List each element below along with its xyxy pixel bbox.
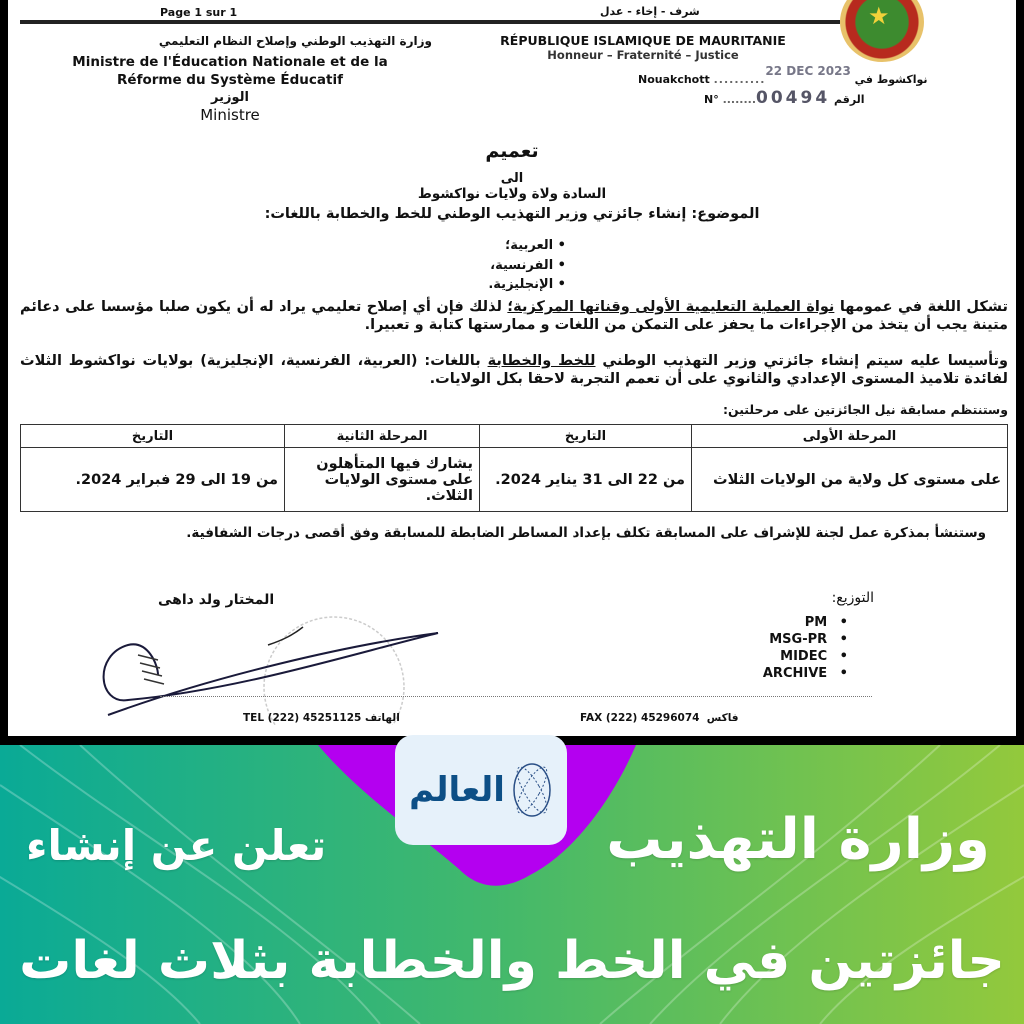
place-date-line: Nouakchott ..........22 DEC 2023 نواكشوط في	[638, 64, 928, 86]
recipient: السادة ولاة ولايات نواكشوط	[417, 186, 607, 202]
place-ar: نواكشوط في	[854, 73, 928, 86]
table-header-row	[21, 425, 1008, 448]
subject: الموضوع: إنشاء جائزتي وزير التهذيب الوطني للخط والخطابة باللغات:	[264, 206, 760, 222]
republic-title: RÉPUBLIQUE ISLAMIQUE DE MAURITANIE	[500, 33, 786, 48]
column-header: المرحلة الثانية	[285, 425, 480, 448]
distribution-list	[763, 614, 848, 682]
paragraph-2: وتأسيسا عليه سيتم إنشاء جائزتي وزير التهذيب الوطني للخط والخطابة باللغات: (العربية، الفرنسية، الإنجليزية) بولايات نواكشوط الثلاث لفائدة تلاميذ المستوى الإعدادي والثانوي على أن تعمم التجربة لاحقا بكل الولايات.	[20, 353, 1009, 387]
column-header: التاريخ	[480, 425, 692, 448]
number-line: N° ........00494 الرقم	[704, 88, 865, 108]
minister-fr: Ministre	[200, 106, 260, 124]
language-item: • الإنجليزية.	[488, 277, 566, 292]
ministry-ar: وزارة التهذيب الوطني وإصلاح النظام التعليمي	[158, 34, 432, 48]
stages-table	[20, 424, 1008, 512]
mauritania-emblem	[840, 0, 924, 62]
circular-document	[8, 0, 1016, 736]
signature-stamp	[98, 615, 458, 725]
table-cell: من 22 الى 31 يناير 2024.	[480, 448, 692, 512]
distribution-item: MIDEC •	[763, 648, 848, 665]
paragraph-1: تشكل اللغة في عمومها نواة العملية التعليمية الأولى وقناتها المركزية؛ لذلك فإن أي إصلاح تعليمي يراد له أن يكون صلبا مؤسسا على دعائم متينة يجب أن يتخذ من الإجراءات ما يحفز على التمكن من اللغات و ممارستها كتابة و تعبيرا.	[20, 299, 1008, 333]
distribution-item: PM •	[763, 614, 848, 631]
number-label-fr: N°	[704, 93, 719, 106]
column-header: المرحلة الأولى	[692, 425, 1008, 448]
reference-number: 00494	[756, 88, 831, 108]
table-row	[21, 448, 1008, 512]
motto-ar: شرف - إخاء - عدل	[600, 5, 700, 18]
table-cell: من 19 الى 29 فبراير 2024.	[21, 448, 285, 512]
table-cell: يشارك فيها المتأهلون على مستوى الولايات الثلاث.	[285, 448, 480, 512]
headline-line1-left: تعلن عن إنشاء	[26, 821, 327, 870]
ministry-fr-1: Ministre de l'Éducation Nationale et de la	[72, 54, 388, 70]
distribution-label: التوزيع:	[831, 590, 874, 606]
language-item: • العربية؛	[505, 238, 566, 253]
document-title: تعميم	[485, 140, 539, 162]
fax: FAX (222) 45296074 فاكس	[580, 712, 739, 724]
table-cell: على مستوى كل ولاية من الولايات الثلاث	[692, 448, 1008, 512]
to-label: الى	[500, 171, 524, 186]
motto-fr: Honneur – Fraternité – Justice	[547, 48, 739, 62]
distribution-item: MSG-PR •	[763, 631, 848, 648]
alalam-logo	[395, 735, 567, 845]
distribution-item: ARCHIVE •	[763, 665, 848, 682]
headline-line1-right: وزارة التهذيب	[606, 807, 990, 872]
paragraph-4: وستنشأ بمذكرة عمل لجنة للإشراف على المسابقة تكلف بإعداد المساطر الضابطة للمسابقة وفق أقصى درجات الشفافية.	[186, 525, 986, 541]
ministry-fr-2: Réforme du Système Éducatif	[117, 72, 343, 88]
star-icon: ★	[868, 2, 890, 30]
number-label-ar: الرقم	[834, 93, 865, 106]
signatory-name: المختار ولد داهى	[158, 592, 275, 608]
logo-text: العالم	[409, 770, 505, 810]
language-item: • الفرنسية،	[490, 257, 566, 273]
paragraph-3: وستنتظم مسابقة نيل الجائزتين على مرحلتين:	[722, 402, 1008, 417]
date-stamp: 22 DEC 2023	[765, 64, 851, 78]
languages-list	[488, 236, 566, 295]
column-header: التاريخ	[21, 425, 285, 448]
page-label: Page 1 sur 1	[160, 6, 238, 19]
place-fr: Nouakchott	[638, 73, 710, 86]
footer-divider	[160, 696, 872, 697]
header-divider	[20, 20, 840, 24]
headline-line2: جائزتين في الخط والخطابة بثلاث لغات	[19, 931, 1005, 991]
telephone: TEL (222) 45251125 الهاتف	[243, 712, 400, 724]
minister-ar: الوزير	[211, 90, 249, 105]
globe-icon	[511, 761, 553, 819]
